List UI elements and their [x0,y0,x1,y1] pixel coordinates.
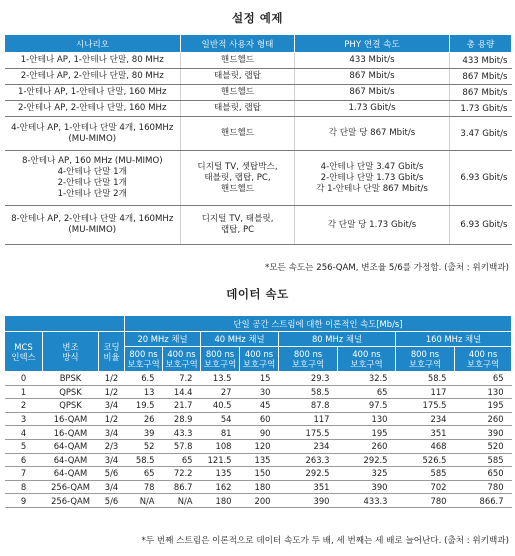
setup-header-phy: PHY 연결 속도 [295,35,450,53]
coding-rate-cell: 3/4 [99,426,125,440]
rate-value-cell: 162 [201,480,240,494]
rate-value-cell: 702 [396,480,455,494]
setup-device-cell-line: 핸드헬드 [220,87,255,97]
rate-value-cell: 175.5 [396,399,455,413]
coding-rate-cell: 3/4 [99,399,125,413]
setup-scenario-cell-line: (MU-MIMO) [68,225,117,235]
rates-header-coding-line1: 코딩 [103,341,120,352]
setup-total-cell: 3.47 Gbit/s [450,117,512,151]
setup-scenario-cell [5,53,181,69]
rates-header-channel-80: 80 MHz 채널 [279,332,396,347]
setup-device-cell-line: 디지털 TV, 태블릿, [201,214,274,224]
coding-rate-cell: 1/2 [99,385,125,399]
setup-total-cell: 6.93 Gbit/s [450,206,512,245]
coding-rate-cell: 5/6 [99,467,125,481]
rate-value-cell: 390 [279,494,338,508]
modulation-cell: QPSK [43,399,99,413]
rates-row [5,399,512,413]
setup-total-cell: 6.93 Gbit/s [450,151,512,206]
rate-value-cell: 351 [279,480,338,494]
setup-row [5,85,512,101]
setup-total-cell: 433 Mbit/s [450,53,512,69]
coding-rate-cell: 3/4 [99,480,125,494]
rates-header-modulation [43,332,99,372]
rates-header-gi-line: 보호구역 [242,359,276,369]
modulation-cell: QPSK [43,385,99,399]
rate-value-cell: 90 [240,426,279,440]
rate-value-cell: N/A [125,494,163,508]
rates-header-gi-line: 400 ns [468,349,498,359]
rate-value-cell: 108 [201,439,240,453]
setup-scenario-cell-line: 4-안테나 AP, 1-안테나 단말 4개, 160MHz [11,122,174,133]
rates-header-channel-160: 160 MHz 채널 [396,332,512,347]
setup-phy-cell [295,206,450,245]
rate-value-cell: 86.7 [163,480,201,494]
rate-value-cell: 195 [338,426,396,440]
mcs-index-cell: 0 [5,372,43,386]
rates-header-gi-line: 800 ns [410,349,440,359]
setup-device-cell [181,69,295,85]
coding-rate-cell: 1/2 [99,412,125,426]
rate-value-cell: 13.5 [201,372,240,386]
rates-table [4,315,512,508]
rates-header-gi-line: 보호구역 [165,359,198,369]
rate-value-cell: 21.7 [163,399,201,413]
setup-device-cell [181,101,295,117]
rate-value-cell: 121.5 [201,453,240,467]
rate-value-cell: 19.5 [125,399,163,413]
coding-rate-cell: 5/6 [99,494,125,508]
rates-header-mcs-line1: MCS [14,341,33,352]
rate-value-cell: 58.5 [396,372,455,386]
mcs-index-cell: 4 [5,426,43,440]
rate-value-cell: 58.5 [279,385,338,399]
rate-value-cell: 72.2 [163,467,201,481]
rate-value-cell: 390 [455,426,512,440]
modulation-cell: 256-QAM [43,480,99,494]
rates-header-blank [5,316,125,332]
setup-scenario-cell-line: 8-안테나 AP, 2-안테나 단말 4개, 160MHz [11,214,174,224]
rate-value-cell: 26 [125,412,163,426]
setup-row [5,206,512,245]
modulation-cell: 256-QAM [43,494,99,508]
rate-value-cell: 52 [125,439,163,453]
coding-rate-cell: 2/3 [99,439,125,453]
rate-value-cell: 15 [240,372,279,386]
rates-row [5,480,512,494]
rate-value-cell: 135 [201,467,240,481]
setup-scenario-cell-line: 2-안테나 AP, 2-안테나 단말, 160 MHz [17,103,167,113]
rate-value-cell: 6.5 [125,372,163,386]
setup-phy-cell [295,85,450,101]
setup-scenario-cell-line: (MU-MIMO) [68,133,117,144]
setup-scenario-cell [5,206,181,245]
rate-value-cell: 78 [125,480,163,494]
setup-scenario-cell-line: 1-안테나 단말 2개 [57,189,127,199]
setup-phy-cell [295,53,450,69]
rates-row [5,412,512,426]
rate-value-cell: 117 [396,385,455,399]
setup-phy-cell [295,101,450,117]
rate-value-cell: 81 [201,426,240,440]
setup-phy-cell-line: 각 1-안테나 단말 867 Mbit/s [316,183,428,194]
rates-header-row-1 [5,316,512,332]
setup-section-title: 설정 예제 [232,11,283,25]
rate-value-cell: 292.5 [338,453,396,467]
rate-value-cell: 57.8 [163,439,201,453]
rates-header-gi-800 [396,347,455,372]
setup-device-cell-line: 태블릿, 랩탑 [214,103,261,113]
setup-device-cell [181,206,295,245]
rate-value-cell: 433.3 [338,494,396,508]
mcs-index-cell: 3 [5,412,43,426]
rate-value-cell: 60 [240,412,279,426]
rate-value-cell: 292.5 [279,467,338,481]
rates-header-main: 단일 공간 스트림에 대한 이론적인 속도[Mb/s] [125,316,512,332]
setup-phy-cell-line: 2-안테나 단말 1.73 Gbit/s [320,172,424,183]
rate-value-cell: 200 [240,494,279,508]
rates-row [5,385,512,399]
setup-device-cell [181,53,295,69]
setup-scenario-cell-line: 2-안테나 단말 1개 [57,178,127,188]
setup-scenario-cell [5,85,181,101]
rate-value-cell: 28.9 [163,412,201,426]
rate-value-cell: 32.5 [338,372,396,386]
rates-header-mcs [5,332,43,372]
setup-phy-cell-line: 433 Mbit/s [349,55,395,65]
rate-value-cell: 54 [201,412,240,426]
modulation-cell: 16-QAM [43,426,99,440]
modulation-cell: 16-QAM [43,412,99,426]
rates-row [5,494,512,508]
rates-row [5,372,512,386]
rates-table-body [5,372,512,508]
setup-scenario-cell-line: 1-안테나 AP, 1-안테나 단말, 160 MHz [17,87,167,97]
rate-value-cell: 135 [240,453,279,467]
rates-header-gi-400 [455,347,512,372]
rate-value-cell: 27 [201,385,240,399]
rate-value-cell: 150 [240,467,279,481]
setup-row [5,151,512,206]
modulation-cell: 64-QAM [43,439,99,453]
setup-total-cell: 1.73 Gbit/s [450,101,512,117]
rates-header-gi-line: 보호구역 [408,359,442,369]
setup-table-body [5,53,512,245]
rate-value-cell: 263.3 [279,453,338,467]
setup-phy-cell-line: 각 단말 당 1.73 Gbit/s [327,219,417,230]
rates-header-row-2 [5,332,512,347]
rate-value-cell: 30 [240,385,279,399]
rates-header-gi-line: 보호구역 [350,359,383,369]
setup-header-total: 총 용량 [450,35,512,53]
setup-table [4,34,512,245]
rate-value-cell: 180 [201,494,240,508]
rate-value-cell: 520 [455,439,512,453]
setup-header-row [5,35,512,53]
rate-value-cell: 175.5 [279,426,338,440]
rates-header-gi-line: 800 ns [129,349,158,359]
rates-header-gi-line: 400 ns [352,349,381,359]
rate-value-cell: 14.4 [163,385,201,399]
rate-value-cell: 13 [125,385,163,399]
setup-phy-cell [295,69,450,85]
setup-scenario-cell-line: 4-안테나 단말 1개 [57,167,127,177]
setup-device-cell-line: 핸드헬드 [220,128,255,138]
rate-value-cell: 526.5 [396,453,455,467]
setup-scenario-cell [5,151,181,206]
rates-header-gi-line: 보호구역 [466,359,500,369]
rates-header-gi-line: 800 ns [205,349,235,359]
rate-value-cell: 65 [455,372,512,386]
rate-value-cell: 97.5 [338,399,396,413]
setup-device-cell-line: 태블릿, 랩탑, PC, [204,172,271,183]
rates-header-gi-400 [240,347,279,372]
rates-footnote: *두 번째 스트림은 이론적으로 데이터 속도가 두 배, 세 번째는 세 배로 늘어난다. (출처 : 위키백과) [141,536,509,546]
rates-header-channel-20: 20 MHz 채널 [125,332,201,347]
setup-row [5,117,512,151]
rate-value-cell: 351 [396,426,455,440]
mcs-index-cell: 5 [5,439,43,453]
rate-value-cell: 65 [163,453,201,467]
setup-phy-cell-line: 4-안테나 단말 3.47 Gbit/s [320,161,424,172]
modulation-cell: BPSK [43,372,99,386]
rates-header-gi-400 [163,347,201,372]
rates-header-gi-line: 보호구역 [127,359,160,369]
rates-header-mcs-line2: 인덱스 [11,351,36,362]
rates-header-channel-40: 40 MHz 채널 [201,332,279,347]
rates-header-coding [99,332,125,372]
rate-value-cell: 45 [240,399,279,413]
rate-value-cell: 650 [455,467,512,481]
setup-header-device: 일반적 사용자 형태 [181,35,295,53]
mcs-index-cell: 1 [5,385,43,399]
mcs-index-cell: 2 [5,399,43,413]
coding-rate-cell: 3/4 [99,453,125,467]
rates-header-gi-line: 400 ns [167,349,196,359]
setup-total-cell: 867 Mbit/s [450,85,512,101]
setup-device-cell [181,117,295,151]
rate-value-cell: 234 [279,439,338,453]
modulation-cell: 64-QAM [43,467,99,481]
rate-value-cell: 117 [279,412,338,426]
mcs-index-cell: 8 [5,480,43,494]
rate-value-cell: 260 [455,412,512,426]
rate-value-cell: 260 [338,439,396,453]
coding-rate-cell: 1/2 [99,372,125,386]
rate-value-cell: N/A [163,494,201,508]
rates-header-gi-line: 보호구역 [203,359,237,369]
setup-row [5,69,512,85]
setup-device-cell-line: 태블릿, 랩탑 [214,71,261,81]
rate-value-cell: 29.3 [279,372,338,386]
rates-row [5,467,512,481]
setup-phy-cell [295,117,450,151]
rate-value-cell: 43.3 [163,426,201,440]
rates-row [5,439,512,453]
rate-value-cell: 130 [338,412,396,426]
rates-header-gi-800 [125,347,163,372]
rate-value-cell: 40.5 [201,399,240,413]
rates-section-title: 데이터 속도 [226,287,289,301]
setup-row [5,53,512,69]
rate-value-cell: 780 [396,494,455,508]
rate-value-cell: 325 [338,467,396,481]
setup-scenario-cell [5,69,181,85]
rates-row [5,453,512,467]
rates-header-gi-line: 보호구역 [291,359,325,369]
modulation-cell: 64-QAM [43,453,99,467]
setup-phy-cell-line: 867 Mbit/s [349,71,395,81]
rate-value-cell: 585 [396,467,455,481]
rate-value-cell: 866.7 [455,494,512,508]
mcs-index-cell: 7 [5,467,43,481]
rate-value-cell: 130 [455,385,512,399]
rate-value-cell: 65 [125,467,163,481]
rate-value-cell: 39 [125,426,163,440]
setup-footnote: *모든 속도는 256-QAM, 변조율 5/6를 가정함. (출처 : 위키백과) [264,263,509,273]
rates-header-mod-line1: 변조 [62,341,79,352]
rate-value-cell: 234 [396,412,455,426]
mcs-index-cell: 6 [5,453,43,467]
rates-header-gi-line: 800 ns [293,349,323,359]
setup-phy-cell [295,151,450,206]
rate-value-cell: 780 [455,480,512,494]
rate-value-cell: 180 [240,480,279,494]
rate-value-cell: 390 [338,480,396,494]
rates-header-gi-400 [338,347,396,372]
setup-device-cell-line: 랩탑, PC [220,225,255,235]
setup-device-cell-line: 디지털 TV, 셋탑박스, [197,161,278,172]
rates-row [5,426,512,440]
rate-value-cell: 7.2 [163,372,201,386]
setup-scenario-cell-line: 2-안테나 AP, 2-안테나 단말, 80 MHz [20,71,164,81]
setup-scenario-cell-line: 8-안테나 AP, 160 MHz (MU-MIMO) [21,156,163,166]
setup-header-scenario: 시나리오 [5,35,181,53]
rates-header-gi-800 [279,347,338,372]
setup-device-cell-line: 핸드헬드 [220,55,255,65]
setup-phy-cell-line: 1.73 Gbit/s [348,103,396,113]
setup-device-cell-line: 핸드헬드 [220,183,255,194]
rate-value-cell: 585 [455,453,512,467]
setup-scenario-cell [5,117,181,151]
rates-header-gi-800 [201,347,240,372]
rate-value-cell: 65 [338,385,396,399]
rate-value-cell: 468 [396,439,455,453]
rate-value-cell: 58.5 [125,453,163,467]
rates-header-coding-line2: 비율 [103,351,120,362]
setup-phy-cell-line: 867 Mbit/s [349,87,395,97]
mcs-index-cell: 9 [5,494,43,508]
setup-scenario-cell-line: 1-안테나 AP, 1-안테나 단말, 80 MHz [20,55,164,65]
rate-value-cell: 195 [455,399,512,413]
setup-row [5,101,512,117]
rate-value-cell: 120 [240,439,279,453]
rates-header-mod-line2: 방식 [62,351,79,362]
setup-device-cell [181,151,295,206]
setup-scenario-cell [5,101,181,117]
rate-value-cell: 87.8 [279,399,338,413]
setup-total-cell: 867 Mbit/s [450,69,512,85]
setup-phy-cell-line: 각 단말 당 867 Mbit/s [328,128,416,138]
setup-device-cell [181,85,295,101]
rates-header-gi-line: 400 ns [244,349,274,359]
